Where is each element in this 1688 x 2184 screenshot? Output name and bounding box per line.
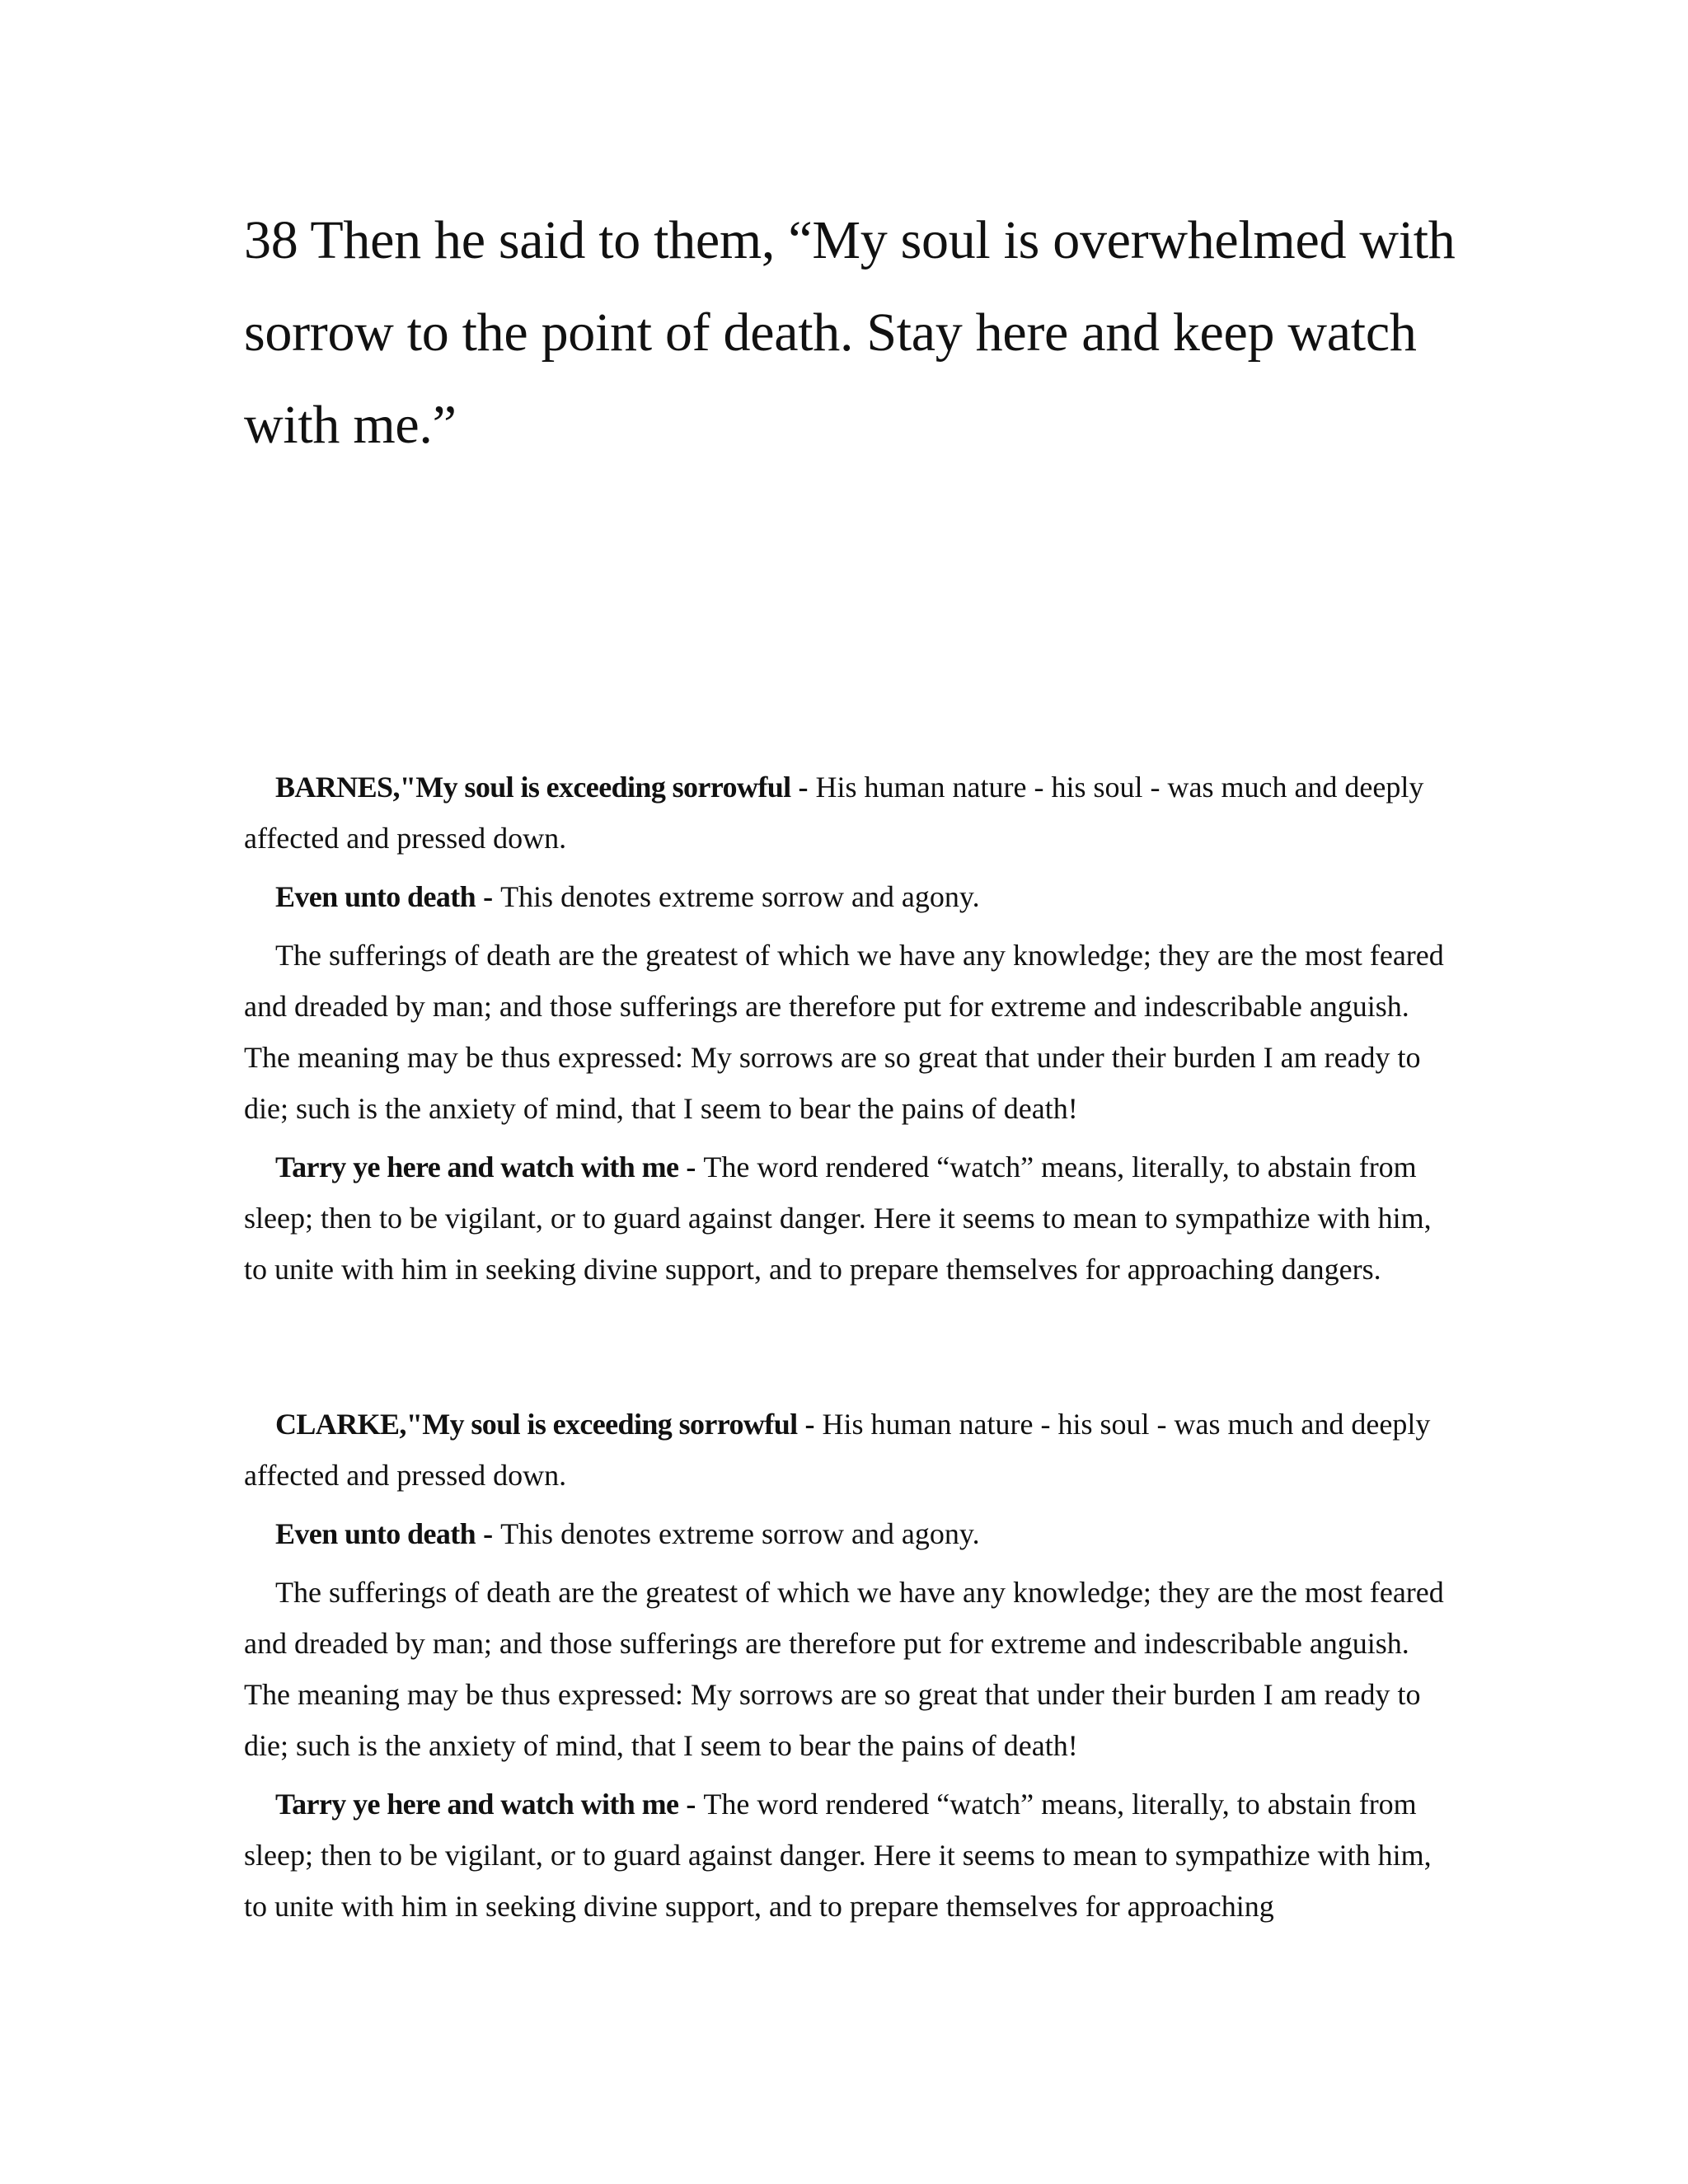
commentary-paragraph [244, 1399, 1447, 1501]
paragraph-lead: Even unto death [275, 1517, 476, 1550]
paragraph-lead: Even unto death [275, 880, 476, 913]
paragraph-separator: - [476, 880, 501, 913]
paragraph-text: His human nature - his soul - was much and deeply affected and pressed down. [244, 1408, 1431, 1492]
paragraph-separator: - [476, 1517, 501, 1550]
paragraph-separator: - [797, 1408, 823, 1441]
paragraph-separator: - [678, 1151, 704, 1183]
commentary-paragraph [244, 1567, 1447, 1771]
paragraph-lead: "My soul is exceeding sorrowful [399, 771, 791, 804]
commentary-source: CLARKE, [275, 1408, 406, 1441]
commentary-paragraph [244, 1779, 1447, 1932]
paragraph-text: This denotes extreme sorrow and agony. [500, 1517, 980, 1550]
paragraph-text: The sufferings of death are the greatest of which we have any knowledge; they are the most feared and dreaded by man; and those sufferings are therefore put for extreme and indescribable anguish. The meaning may be thus expressed: My sorrows are so great that under their burden I am ready to die; such is the anxiety of mind, that I seem to bear the pains of death! [244, 939, 1444, 1125]
paragraph-separator: - [678, 1788, 704, 1821]
commentary-paragraph [244, 930, 1447, 1134]
paragraph-text: The word rendered “watch” means, literally, to abstain from sleep; then to be vigilant, or to guard against danger. Here it seems to mean to sympathize with him, to unite with him in seeking divine support, and to prepare themselves for approaching [244, 1788, 1432, 1923]
paragraph-lead: Tarry ye here and watch with me [275, 1151, 679, 1183]
clarke-commentary [244, 1399, 1447, 1939]
paragraph-text: The word rendered “watch” means, literally, to abstain from sleep; then to be vigilant, or to guard against danger. Here it seems to mean to sympathize with him, to unite with him in seeking divine support, and to prepare themselves for approaching dangers. [244, 1151, 1432, 1286]
commentary-paragraph [244, 871, 1447, 922]
commentary-paragraph [244, 1141, 1447, 1295]
commentary-paragraph [244, 762, 1447, 864]
paragraph-lead: "My soul is exceeding sorrowful [406, 1408, 798, 1441]
paragraph-lead: Tarry ye here and watch with me [275, 1788, 679, 1821]
barnes-commentary [244, 762, 1447, 1302]
paragraph-text: The sufferings of death are the greatest of which we have any knowledge; they are the most feared and dreaded by man; and those sufferings are therefore put for extreme and indescribable anguish. The meaning may be thus expressed: My sorrows are so great that under their burden I am ready to die; such is the anxiety of mind, that I seem to bear the pains of death! [244, 1576, 1444, 1762]
commentary-paragraph [244, 1508, 1447, 1559]
paragraph-text: His human nature - his soul - was much and deeply affected and pressed down. [244, 771, 1424, 855]
paragraph-text: This denotes extreme sorrow and agony. [500, 880, 980, 913]
paragraph-separator: - [790, 771, 816, 804]
verse-heading: 38 Then he said to them, “My soul is overwhelmed with sorrow to the point of death. Stay here and keep watch with me.” [244, 210, 1456, 455]
commentary-source: BARNES, [275, 771, 400, 804]
